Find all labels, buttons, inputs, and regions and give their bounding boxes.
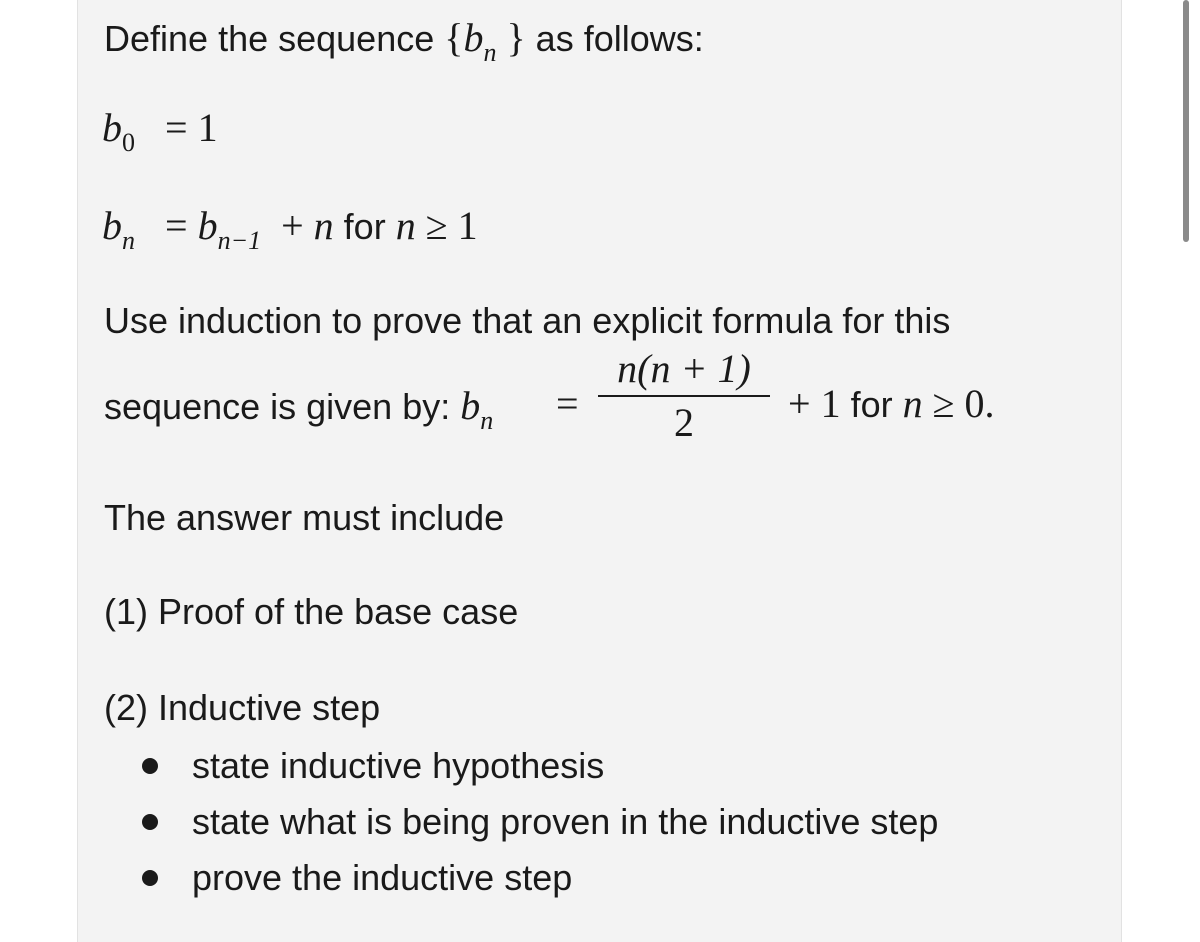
bullet-text: prove the inductive step bbox=[192, 857, 573, 898]
bullet-text: state what is being proven in the inductive step bbox=[192, 801, 939, 842]
fraction-denominator: 2 bbox=[674, 400, 694, 445]
rec-cond-rel: ≥ bbox=[425, 203, 448, 248]
bullet-icon bbox=[142, 870, 158, 886]
rec-for: for bbox=[343, 206, 386, 247]
task-line-1: Use induction to prove that an explicit formula for this bbox=[104, 300, 951, 341]
formula-var: b bbox=[460, 383, 481, 428]
base-definition bbox=[102, 104, 218, 157]
formula-eq: = bbox=[556, 381, 579, 426]
requirements-heading: The answer must include bbox=[104, 497, 505, 538]
base-sub: 0 bbox=[122, 128, 135, 157]
formula-one: 1 bbox=[820, 381, 841, 426]
formula-tail bbox=[788, 380, 995, 427]
fraction-bar bbox=[598, 395, 770, 397]
requirement-base-case: (1) Proof of the base case bbox=[104, 591, 519, 632]
rec-cond-var: n bbox=[395, 203, 416, 248]
base-var: b bbox=[102, 105, 122, 150]
rec-rhs-var: b bbox=[197, 203, 218, 248]
rec-cond-val: 1 bbox=[457, 203, 478, 248]
scrollbar[interactable] bbox=[1183, 0, 1189, 242]
set-open-brace: { bbox=[444, 15, 464, 60]
rec-plus: + bbox=[281, 203, 304, 248]
formula-for: for bbox=[850, 384, 893, 425]
base-eq: = bbox=[165, 105, 188, 150]
bullet-item bbox=[140, 850, 938, 906]
set-subscript: n bbox=[483, 38, 497, 67]
task-prefix: sequence is given by: bbox=[104, 386, 461, 427]
intro-suffix: as follows: bbox=[525, 18, 704, 59]
bullet-icon bbox=[142, 758, 158, 774]
intro-prefix: Define the sequence bbox=[104, 18, 445, 59]
bullet-icon bbox=[142, 814, 158, 830]
rec-sub: n bbox=[122, 226, 135, 255]
bullet-item bbox=[140, 738, 938, 794]
rec-n: n bbox=[313, 203, 334, 248]
set-close-brace: } bbox=[506, 15, 526, 60]
formula-plus: + bbox=[788, 381, 811, 426]
formula-cond-rel: ≥ bbox=[932, 381, 955, 426]
bullet-item bbox=[140, 794, 938, 850]
fraction-numerator: n(n + 1) bbox=[617, 346, 751, 391]
formula-sub: n bbox=[480, 406, 494, 435]
rec-rhs-sub: n−1 bbox=[217, 226, 262, 255]
rec-var: b bbox=[102, 203, 122, 248]
task-line-2 bbox=[104, 382, 494, 435]
formula-cond-val: 0. bbox=[964, 381, 995, 426]
rec-eq: = bbox=[165, 203, 188, 248]
formula-fraction bbox=[598, 345, 770, 445]
recursive-definition bbox=[102, 202, 478, 255]
formula-cond-var: n bbox=[902, 381, 923, 426]
bullet-text: state inductive hypothesis bbox=[192, 745, 605, 786]
intro-line bbox=[104, 14, 704, 67]
inductive-step-bullets bbox=[140, 738, 938, 906]
base-value: 1 bbox=[197, 105, 218, 150]
requirement-inductive-step: (2) Inductive step bbox=[104, 687, 381, 728]
set-variable: b bbox=[463, 15, 484, 60]
